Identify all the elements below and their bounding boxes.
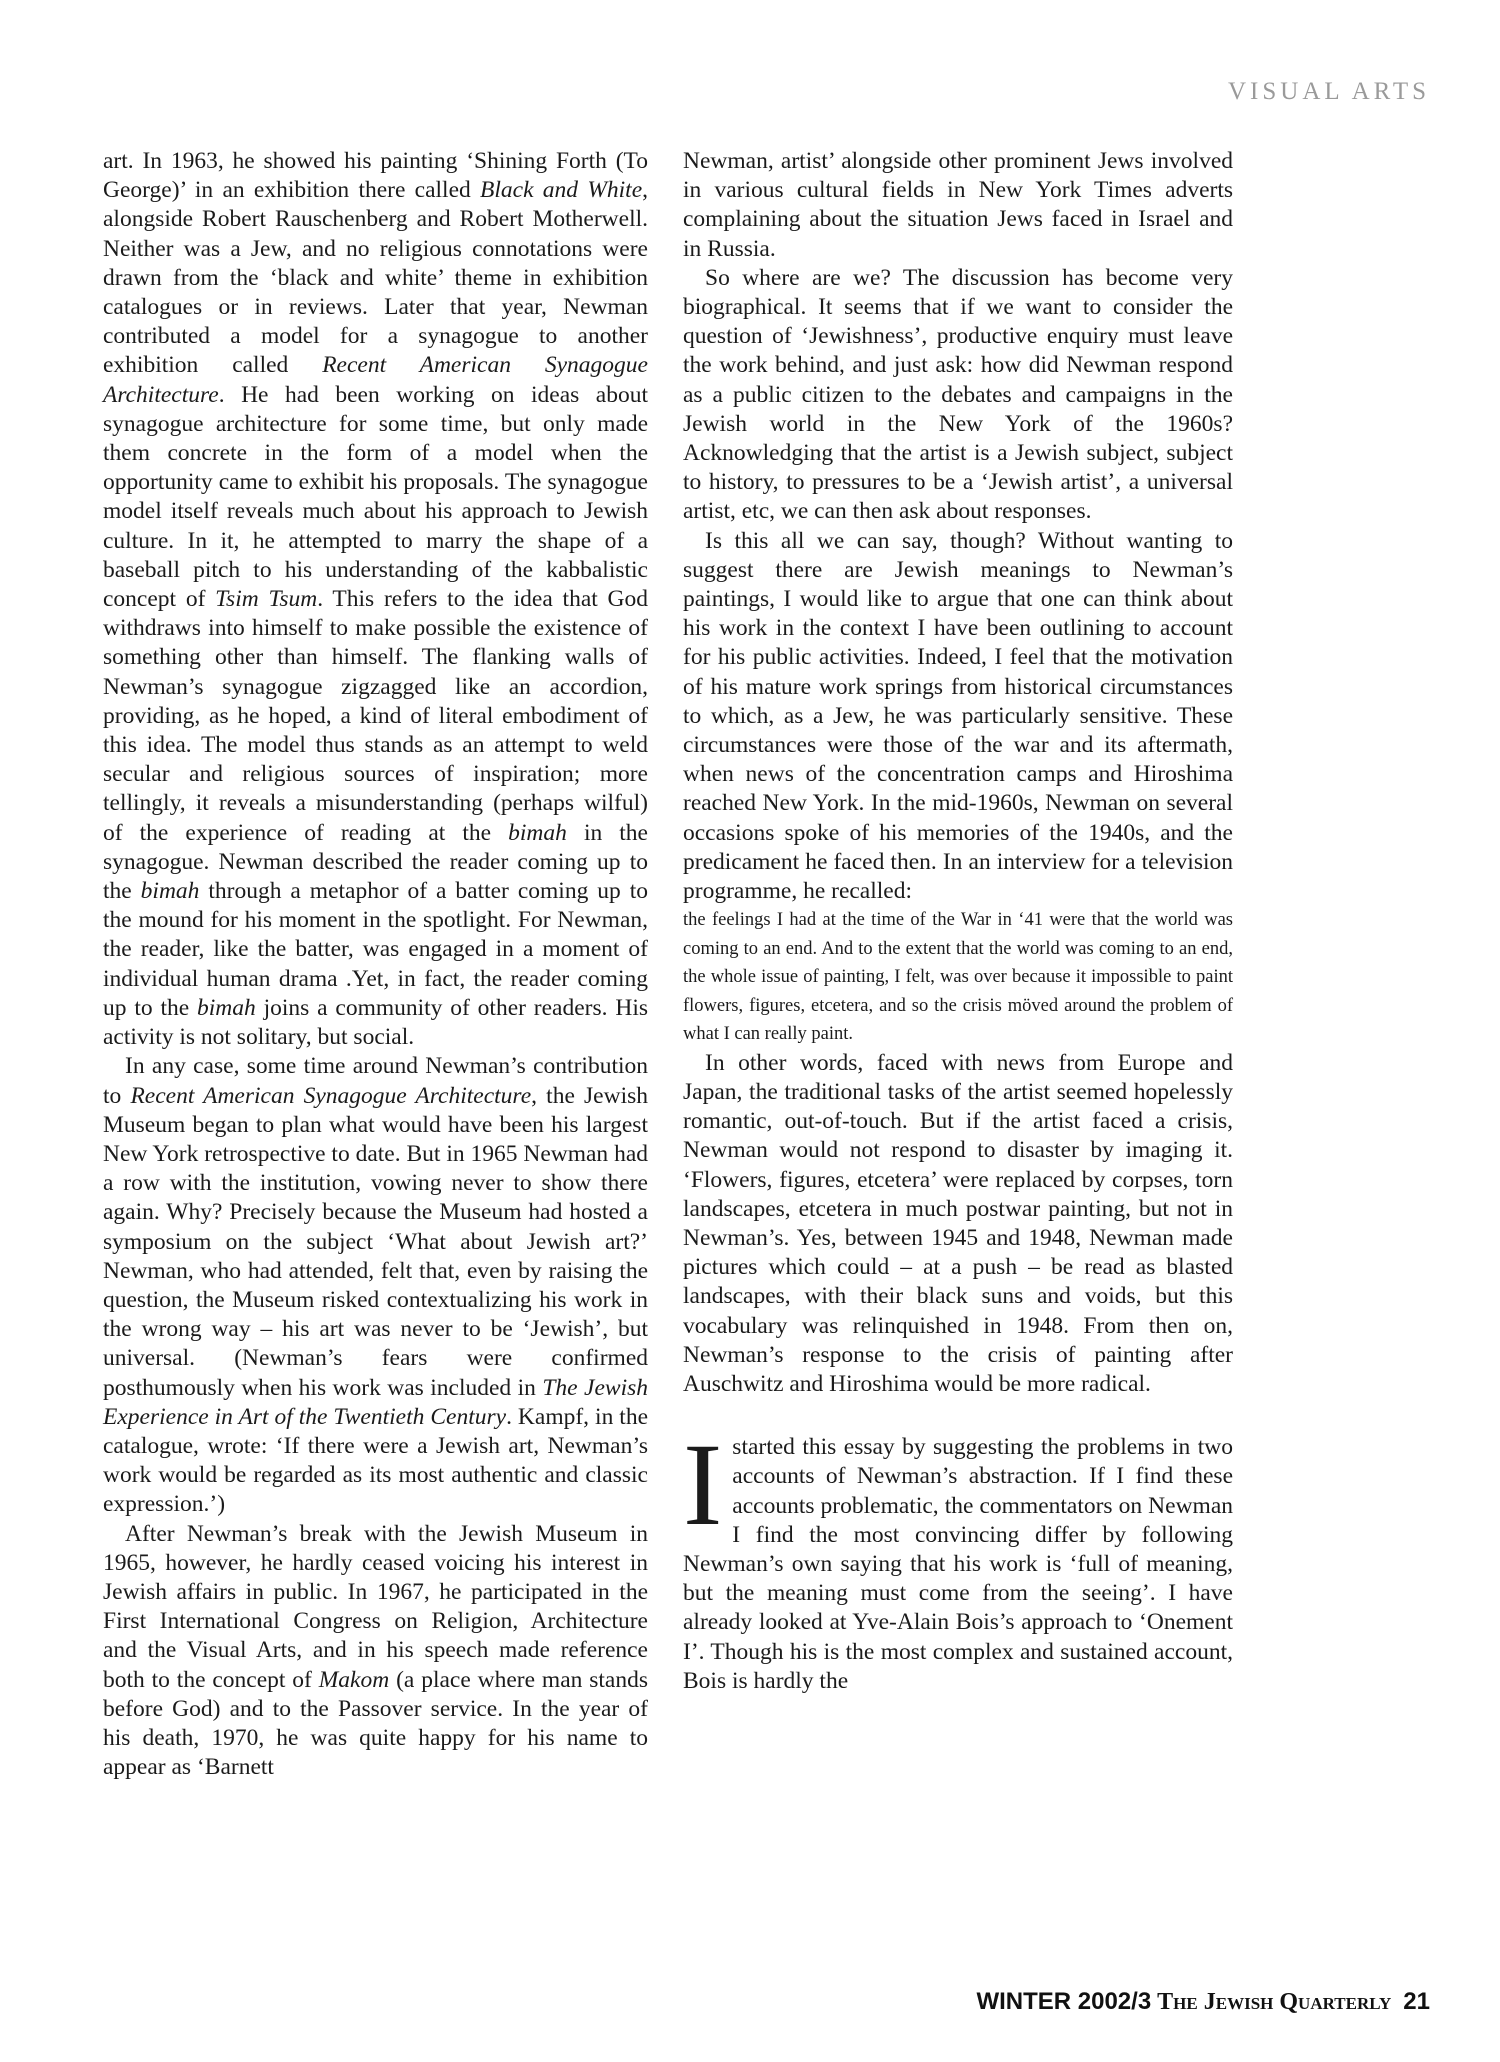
section-label: VISUAL ARTS [1227, 78, 1430, 105]
paragraph: In other words, faced with news from Europe and Japan, the traditional tasks of the artist seemed hopelessly romantic, out-of-touch. But if the artist faced a crisis, Newman would not respond to disaster by imaging it. ‘Flowers, figures, etcetera’ were replaced by corpses, torn landscapes, etcetera in much postwar painting, but not in Newman’s. Yes, between 1945 and 1948, Newman made pictures which could – at a push – be read as blasted landscapes, with their black suns and voids, but this vocabulary was relinquished in 1948. From then on, Newman’s response to the crisis of painting after Auschwitz and Hiroshima would be more radical. [683, 1049, 1233, 1398]
paragraph-with-drop-cap: Istarted this essay by suggesting the problems in two accounts of Newman’s abstraction. If I find these accounts problematic, the commentators on Newman I find the most convincing differ by following Newman’s own saying that his work is ‘full of meaning, but the meaning must come from the seeing’. I have already looked at Yve-Alain Bois’s approach to ‘Onement I’. Though his is the most complex and sustained account, Bois is hardly the [683, 1419, 1233, 1694]
drop-cap: I [683, 1419, 723, 1551]
block-quote: the feelings I had at the time of the War in ‘41 were that the world was coming to an end. And to the extent that the world was coming to an end, the whole issue of painting, I felt, was over because it impossible to paint flowers, figures, etcetera, and so the crisis möved around the problem of what I can really paint. [683, 910, 1233, 1045]
paragraph: So where are we? The discussion has become very biographical. It seems that if we want to consider the question of ‘Jewishness’, productive enquiry must leave the work behind, and just ask: how did Newman respond as a public citizen to the debates and campaigns in the Jewish world in the New York of the 1960s? Acknowledging that the artist is a Jewish subject, subject to history, to pressures to be a ‘Jewish artist’, a universal artist, etc, we can then ask about responses. [683, 264, 1233, 525]
paragraph: In any case, some time around Newman’s contribution to Recent American Synagogue Architecture, the Jewish Museum began to plan what would have been his largest New York retrospective to date. But in 1965 Newman had a row with the institution, vowing never to show there again. Why? Precisely because the Museum had hosted a symposium on the subject ‘What about Jewish art?’ Newman, who had attended, felt that, even by raising the question, the Museum risked contextualizing his work in the wrong way – his art was never to be ‘Jewish’, but universal. (Newman’s fears were confirmed posthumously when his work was included in The Jewish Experience in Art of the Twentieth Century. Kampf, in the catalogue, wrote: ‘If there were a Jewish art, Newman’s work would be regarded as its most authentic and classic expression.’) [103, 1053, 648, 1518]
paragraph: After Newman’s break with the Jewish Museum in 1965, however, he hardly ceased voicing his interest in Jewish affairs in public. In 1967, he participated in the First International Congress on Religion, Architecture and the Visual Arts, and in his speech made reference both to the concept of Makom (a place where man stands before God) and to the Passover service. In the year of his death, 1970, he was quite happy for his name to appear as ‘Barnett [103, 1520, 648, 1781]
right-column [683, 147, 1233, 1696]
paragraph: art. In 1963, he showed his painting ‘Shining Forth (To George)’ in an exhibition there called Black and White, alongside Robert Rauschenberg and Robert Motherwell. Neither was a Jew, and no religious connotations were drawn from the ‘black and white’ theme in exhibition catalogues or in reviews. Later that year, Newman contributed a model for a synagogue to another exhibition called Recent American Synagogue Architecture. He had been working on ideas about synagogue architecture for some time, but only made them concrete in the form of a model when the opportunity came to exhibit his proposals. The synagogue model itself reveals much about his approach to Jewish culture. In it, he attempted to marry the shape of a baseball pitch to his understanding of the kabbalistic concept of Tsim Tsum. This refers to the idea that God withdraws into himself to make possible the existence of something other than himself. The flanking walls of Newman’s synagogue zigzagged like an accordion, providing, as he hoped, a kind of literal embodiment of this idea. The model thus stands as an attempt to weld secular and religious sources of inspiration; more tellingly, it reveals a misunderstanding (perhaps wilful) of the experience of reading at the bimah in the synagogue. Newman described the reader coming up to the bimah through a metaphor of a batter coming up to the mound for his moment in the spotlight. For Newman, the reader, like the batter, was engaged in a moment of individual human drama .Yet, in fact, the reader coming up to the bimah joins a community of other readers. His activity is not solitary, but social. [103, 148, 649, 1051]
magazine-title: The Jewish Quarterly [1157, 1989, 1392, 2015]
issue-season: WINTER 2002/3 [976, 1988, 1152, 2015]
page-number: 21 [1403, 1988, 1430, 2015]
left-column [103, 147, 648, 1782]
paragraph: Is this all we can say, though? Without wanting to suggest there are Jewish meanings to Newman’s paintings, I would like to argue that one can think about his work in the context I have been outlining to account for his public activities. Indeed, I feel that the motivation of his mature work springs from historical circumstances to which, as a Jew, he was particularly sensitive. These circumstances were those of the war and its aftermath, when news of the concentration camps and Hiroshima reached New York. In the mid-1960s, Newman on several occasions spoke of his memories of the 1940s, and the predicament he faced then. In an interview for a television programme, he recalled: [683, 527, 1233, 905]
page-footer [976, 1988, 1430, 2016]
paragraph: Newman, artist’ alongside other prominent Jews involved in various cultural fields in New York Times adverts complaining about the situation Jews faced in Israel and in Russia. [683, 148, 1233, 262]
